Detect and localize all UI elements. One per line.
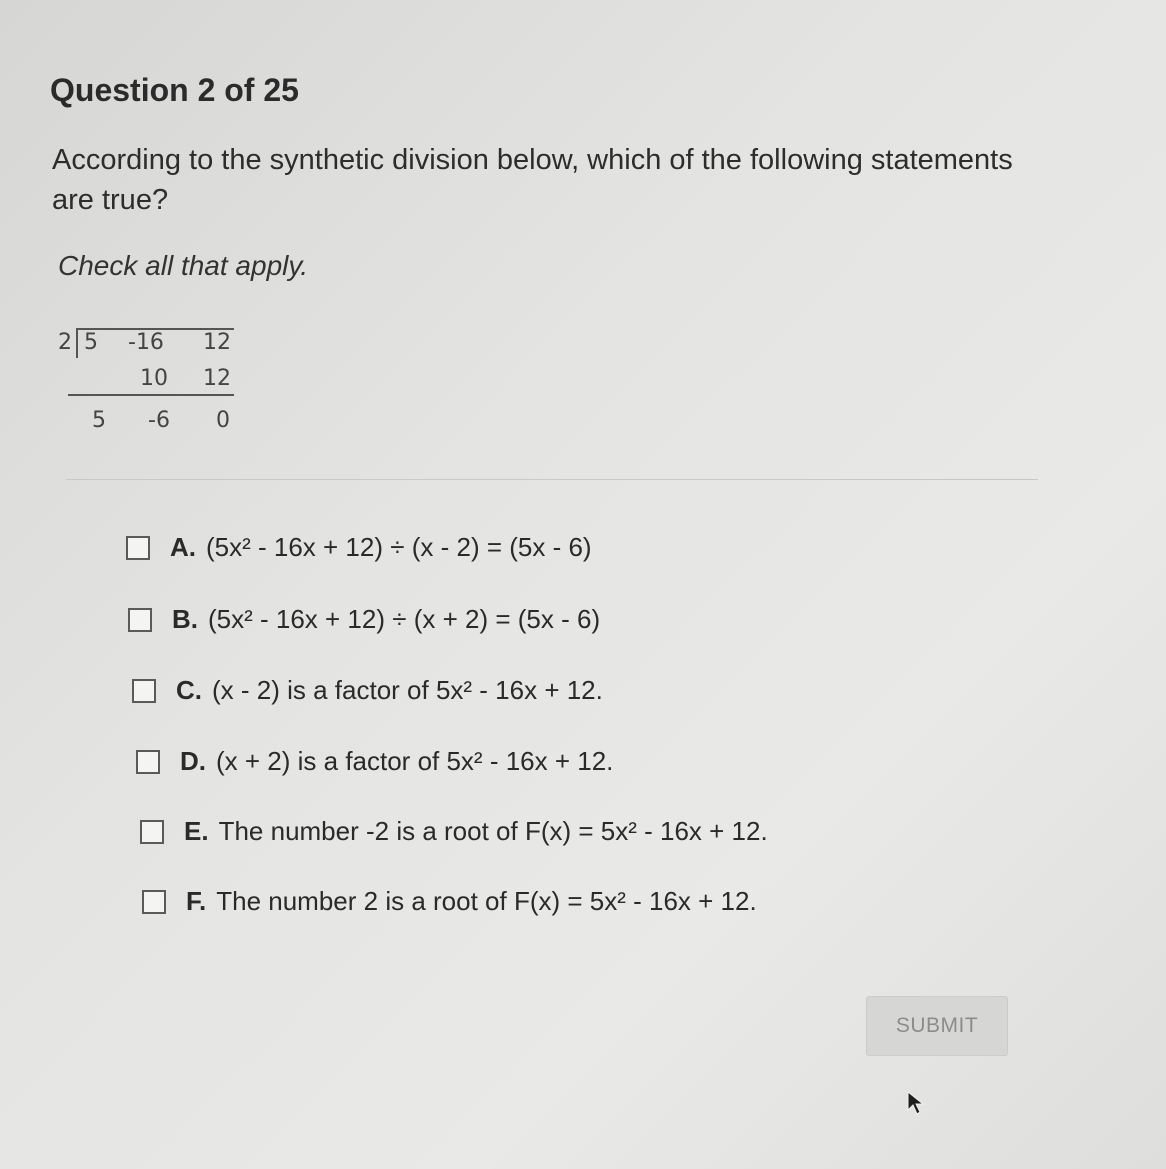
- submit-button[interactable]: SUBMIT: [866, 996, 1008, 1056]
- checkbox-a[interactable]: [126, 536, 150, 560]
- checkbox-b[interactable]: [128, 608, 152, 632]
- product: 10: [140, 366, 168, 391]
- synthetic-division: [58, 325, 258, 445]
- option-d[interactable]: [136, 746, 613, 777]
- product: 12: [203, 366, 231, 391]
- instruction-text: Check all that apply.: [58, 250, 309, 281]
- checkbox-d[interactable]: [136, 750, 160, 774]
- option-f[interactable]: [142, 886, 757, 917]
- checkbox-e[interactable]: [140, 820, 164, 844]
- option-e[interactable]: [140, 816, 768, 847]
- result: 5: [92, 408, 106, 433]
- question-header: Question 2 of 25: [50, 72, 299, 108]
- result: -6: [148, 408, 170, 433]
- option-letter: F.: [186, 886, 207, 916]
- coefficient: -16: [128, 330, 164, 355]
- option-letter: E.: [184, 816, 209, 846]
- division-result-line: [68, 394, 234, 396]
- coefficient: 5: [84, 330, 98, 355]
- option-text: (5x² - 16x + 12) ÷ (x + 2) = (5x - 6): [208, 604, 601, 634]
- option-text: (x + 2) is a factor of 5x² - 16x + 12.: [216, 746, 614, 776]
- option-text: (5x² - 16x + 12) ÷ (x - 2) = (5x - 6): [206, 532, 592, 562]
- section-divider: [66, 479, 1038, 480]
- option-c[interactable]: [132, 675, 603, 706]
- checkbox-f[interactable]: [142, 890, 166, 914]
- division-bracket: [76, 328, 78, 358]
- option-text: The number -2 is a root of F(x) = 5x² - 16x + 12.: [218, 816, 768, 846]
- option-letter: D.: [180, 746, 206, 776]
- option-b[interactable]: [128, 604, 600, 635]
- question-prompt: According to the synthetic division below, which of the following statements are true?: [52, 144, 1013, 216]
- divisor: 2: [58, 330, 72, 355]
- option-letter: A.: [170, 532, 196, 562]
- option-a[interactable]: [126, 532, 592, 563]
- mouse-pointer-icon: [906, 1090, 926, 1116]
- option-letter: C.: [176, 675, 202, 705]
- coefficient: 12: [203, 330, 231, 355]
- checkbox-c[interactable]: [132, 679, 156, 703]
- option-letter: B.: [172, 604, 198, 634]
- result: 0: [216, 408, 230, 433]
- option-text: (x - 2) is a factor of 5x² - 16x + 12.: [212, 675, 603, 705]
- option-text: The number 2 is a root of F(x) = 5x² - 16x + 12.: [216, 886, 757, 916]
